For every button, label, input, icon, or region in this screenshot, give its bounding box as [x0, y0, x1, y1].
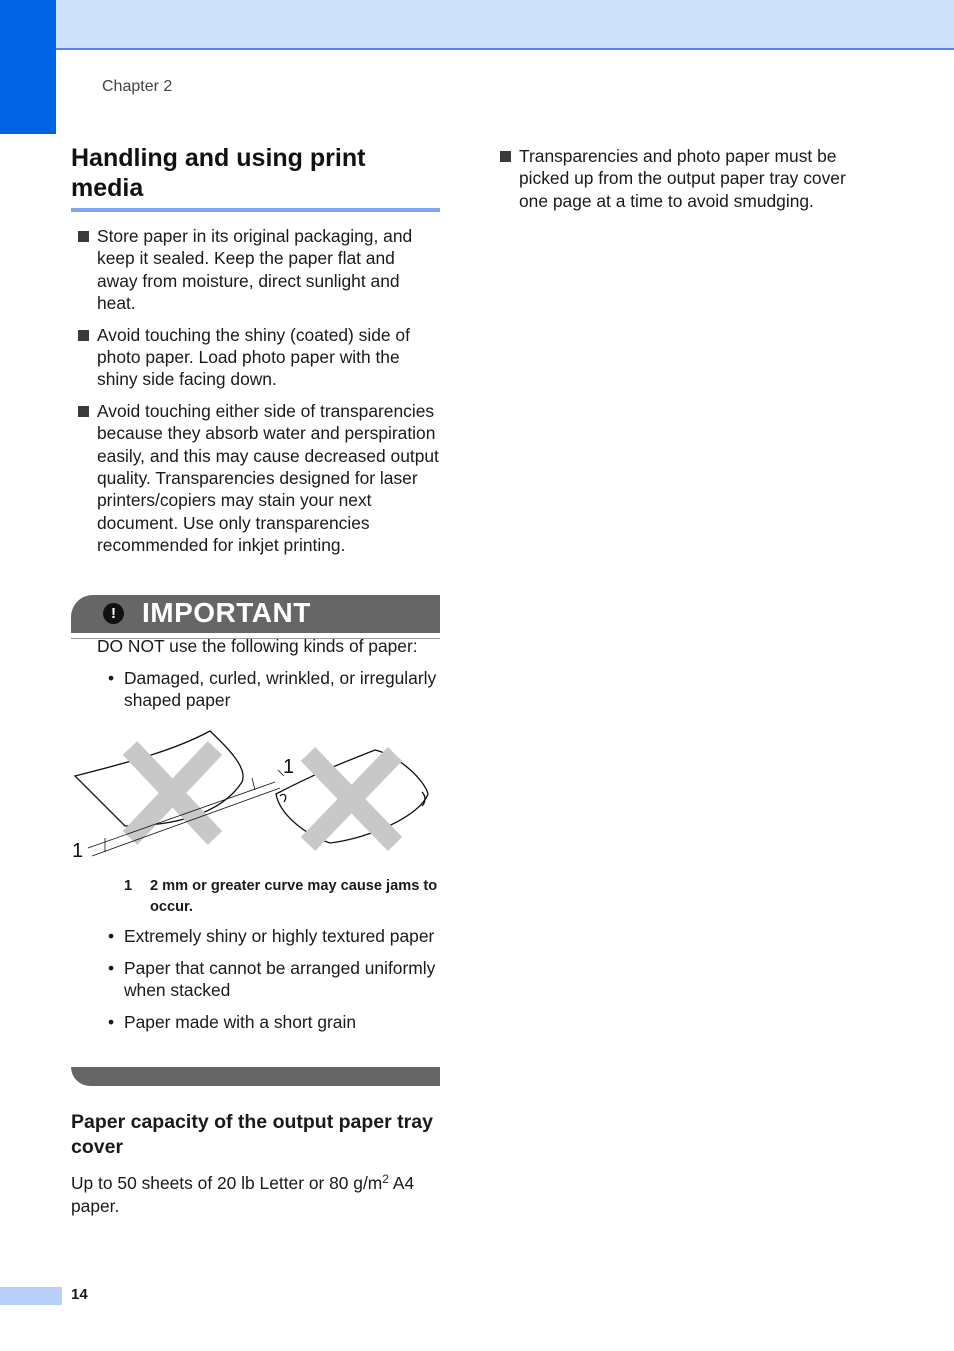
list-item: [78, 324, 440, 391]
list-item: [108, 957, 440, 1002]
right-column-bullet-list: [500, 145, 862, 221]
item-text: Paper made with a short grain: [124, 1011, 356, 1032]
list-item: [108, 667, 440, 712]
item-text: Damaged, curled, wrinkled, or irregularly shaped paper: [124, 668, 437, 711]
list-item: [78, 225, 440, 314]
dot-bullet-icon: •: [108, 926, 115, 946]
figure-caption: [124, 876, 440, 917]
square-bullet-icon: [78, 406, 89, 417]
dot-bullet-icon: •: [108, 1011, 115, 1032]
important-header: [71, 595, 440, 633]
item-text: Paper that cannot be arranged uniformly when stacked: [124, 957, 436, 1001]
capacity-paragraph: [71, 1172, 441, 1218]
bullet-text: Store paper in its original packaging, and keep it sealed. Keep the paper flat and away from moisture, direct sunlight and heat.: [97, 226, 413, 313]
important-intro: DO NOT use the following kinds of paper:: [97, 636, 418, 656]
superscript: 2: [382, 1172, 389, 1186]
handling-bullet-list: [78, 225, 440, 566]
caption-number: 1: [124, 878, 133, 894]
important-list-top: [108, 667, 440, 721]
footer-bar: [0, 1287, 62, 1305]
dot-bullet-icon: •: [108, 957, 115, 978]
bullet-text: Avoid touching either side of transparencies because they absorb water and perspiration easily, and this may cause decreased output quality. Transparencies designed for laser printers/copiers may stain your next document. Use only transparencies recommended for inkjet printing.: [97, 401, 439, 555]
list-item: [78, 400, 440, 556]
square-bullet-icon: [78, 330, 89, 341]
square-bullet-icon: [500, 151, 511, 162]
square-bullet-icon: [78, 231, 89, 242]
item-text: Extremely shiny or highly textured paper: [124, 926, 435, 946]
capacity-text-end: A4 paper.: [71, 1173, 415, 1216]
important-list-bottom: [108, 925, 440, 1043]
caption-text: 2 mm or greater curve may cause jams to occur.: [150, 878, 438, 915]
callout-label: 1: [72, 840, 84, 862]
list-item: [108, 925, 440, 947]
dot-bullet-icon: •: [108, 668, 115, 688]
important-footer: [71, 1067, 440, 1086]
list-item: [108, 1011, 440, 1033]
bullet-text: Transparencies and photo paper must be picked up from the output paper tray cover one page at a time to avoid smudging.: [519, 146, 846, 211]
capacity-text: Up to 50 sheets of 20 lb Letter or 80 g/m: [71, 1173, 383, 1193]
important-title: IMPORTANT: [142, 597, 311, 628]
curled-paper-figure: [70, 726, 440, 866]
exclamation-icon: !: [103, 603, 124, 624]
bullet-text: Avoid touching the shiny (coated) side of photo paper. Load photo paper with the shiny side facing down.: [97, 324, 410, 390]
page-number: 14: [71, 1286, 88, 1303]
list-item: [500, 145, 862, 212]
callout-label: 1: [283, 756, 295, 778]
section-heading: Handling and using print media: [71, 144, 366, 202]
subsection-heading: Paper capacity of the output paper tray cover: [71, 1111, 433, 1158]
heading-rule: [71, 208, 440, 212]
chapter-label: Chapter 2: [102, 78, 173, 95]
header-band: [0, 0, 954, 50]
chapter-tab: [0, 0, 56, 134]
